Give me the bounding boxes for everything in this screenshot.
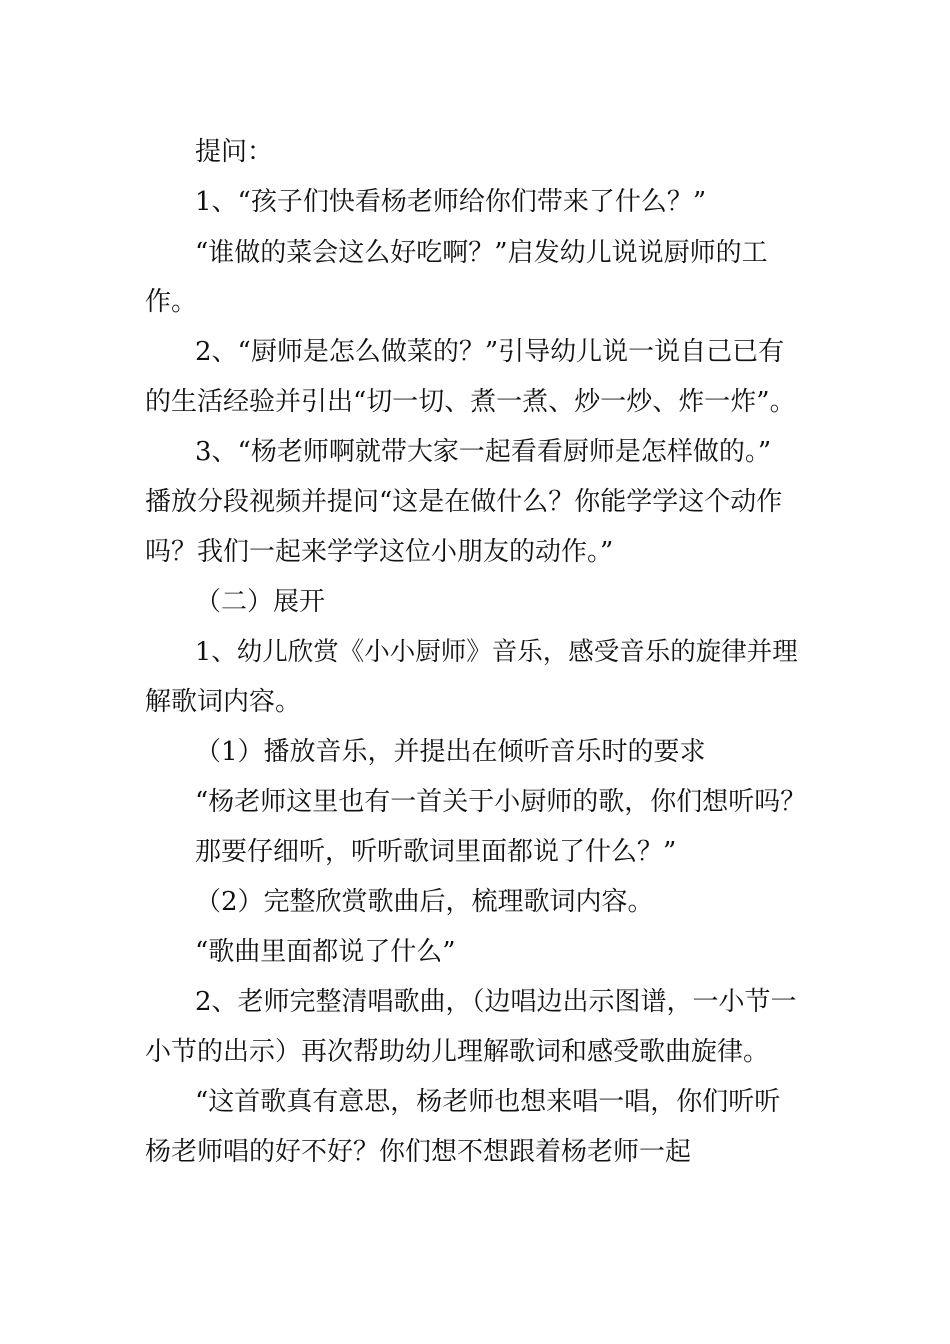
text-line: 吗？我们一起来学学这位小朋友的动作。” <box>145 537 614 567</box>
text-line: 解歌词内容。 <box>145 687 302 717</box>
text-line: 的生活经验并引出“切一切、煮一煮、炒一炒、炸一炸”。 <box>145 387 796 417</box>
section-heading: （二）展开 <box>195 587 326 617</box>
text-line: 作。 <box>145 287 198 317</box>
text-line: 小节的出示）再次帮助幼儿理解歌词和感受歌曲旋律。 <box>145 1037 770 1067</box>
text-line: 杨老师唱的好不好？你们想不想跟着杨老师一起 <box>145 1137 692 1167</box>
text-line: “杨老师这里也有一首关于小厨师的歌，你们想听吗？ <box>195 787 807 817</box>
text-line: （1）播放音乐，并提出在倾听音乐时的要求 <box>195 737 706 767</box>
text-line: 2、老师完整清唱歌曲，（边唱边出示图谱，一小节一 <box>195 987 797 1017</box>
text-line: 1、幼儿欣赏《小小厨师》音乐，感受音乐的旋律并理 <box>195 637 798 667</box>
text-line: 提问： <box>195 137 274 167</box>
text-line: 3、“杨老师啊就带大家一起看看厨师是怎样做的。” <box>195 437 772 467</box>
text-line: “这首歌真有意思，杨老师也想来唱一唱，你们听听 <box>195 1087 781 1117</box>
text-line: “歌曲里面都说了什么” <box>195 937 456 967</box>
text-line: （2）完整欣赏歌曲后，梳理歌词内容。 <box>195 887 654 917</box>
text-line: 2、“厨师是怎么做菜的？”引导幼儿说一说自己已有 <box>195 337 785 367</box>
text-line: 那要仔细听，听听歌词里面都说了什么？” <box>195 837 677 867</box>
text-line: “谁做的菜会这么好吃啊？”启发幼儿说说厨师的工 <box>195 238 768 268</box>
text-line: 播放分段视频并提问“这是在做什么？你能学学这个动作 <box>145 487 783 517</box>
text-line: 1、“孩子们快看杨老师给你们带来了什么？” <box>195 187 707 217</box>
